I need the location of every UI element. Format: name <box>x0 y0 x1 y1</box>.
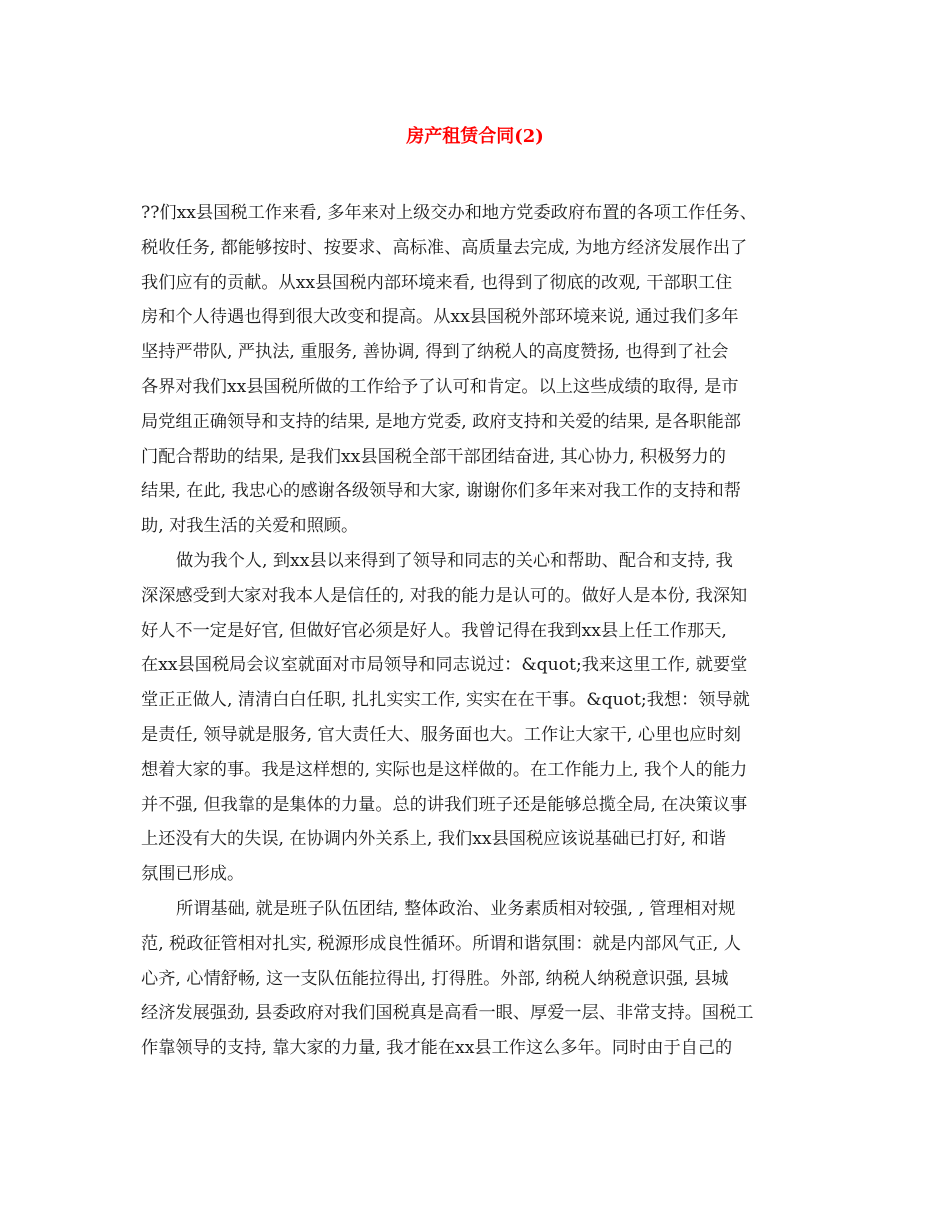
body-line: 经济发展强劲, 县委政府对我们国税真是高看一眼、厚爱一层、非常支持。国税工 <box>141 1003 754 1024</box>
body-line: 局党组正确领导和支持的结果, 是地方党委, 政府支持和关爱的结果, 是各职能部 <box>141 411 741 432</box>
body-line: 好人不一定是好官, 但做好官必须是好人。我曾记得在我到xx县上任工作那天, <box>141 620 727 641</box>
body-line: 心齐, 心情舒畅, 这一支队伍能拉得出, 打得胜。外部, 纳税人纳税意识强, 县城 <box>141 968 729 989</box>
body-line: ??们xx县国税工作来看, 多年来对上级交办和地方党委政府布置的各项工作任务、 <box>141 203 757 223</box>
body-line: 助, 对我生活的关爱和照顾。 <box>141 516 359 537</box>
body-line: 我们应有的贡献。从xx县国税内部环境来看, 也得到了彻底的改观, 干部职工住 <box>141 272 733 293</box>
body-line: 门配合帮助的结果, 是我们xx县国税全部干部团结奋进, 其心协力, 积极努力的 <box>141 446 726 467</box>
body-line: 深深感受到大家对我本人是信任的, 对我的能力是认可的。做好人是本份, 我深知 <box>141 585 748 606</box>
document-title: 房产租赁合同(2) <box>406 126 544 147</box>
body-line: 作靠领导的支持, 靠大家的力量, 我才能在xx县工作这么多年。同时由于自己的 <box>141 1038 733 1059</box>
body-line: 是责任, 领导就是服务, 官大责任大、服务面也大。工作让大家干, 心里也应时刻 <box>141 724 741 745</box>
body-line: 上还没有大的失误, 在协调内外关系上, 我们xx县国税应该说基础已打好, 和谐 <box>141 829 726 850</box>
paragraph-first-line: 做为我个人, 到xx县以来得到了领导和同志的关心和帮助、配合和支持, 我 <box>176 550 733 571</box>
body-line: 范, 税政征管相对扎实, 税源形成良性循环。所谓和谐氛围：就是内部风气正, 人 <box>141 933 741 954</box>
document-body <box>141 196 821 1066</box>
body-line: 税收任务, 都能够按时、按要求、高标准、高质量去完成, 为地方经济发展作出了 <box>141 237 748 258</box>
body-line: 堂正正做人, 清清白白任职, 扎扎实实工作, 实实在在干事。&quot;我想：领导就 <box>141 690 750 711</box>
body-line: 房和个人待遇也得到很大改变和提高。从xx县国税外部环境来说, 通过我们多年 <box>141 307 739 328</box>
body-line: 各界对我们xx县国税所做的工作给予了认可和肯定。以上这些成绩的取得, 是市 <box>141 376 739 397</box>
body-line: 氛围已形成。 <box>141 864 245 885</box>
body-line: 并不强, 但我靠的是集体的力量。总的讲我们班子还是能够总揽全局, 在决策议事 <box>141 794 748 815</box>
body-line: 想着大家的事。我是这样想的, 实际也是这样做的。在工作能力上, 我个人的能力 <box>141 759 748 780</box>
body-line: 坚持严带队, 严执法, 重服务, 善协调, 得到了纳税人的高度赞扬, 也得到了社会 <box>141 342 729 363</box>
body-line: 结果, 在此, 我忠心的感谢各级领导和大家, 谢谢你们多年来对我工作的支持和帮 <box>141 481 741 502</box>
body-line: 在xx县国税局会议室就面对市局领导和同志说过：&quot;我来这里工作, 就要堂 <box>141 655 748 676</box>
paragraph-first-line: 所谓基础, 就是班子队伍团结, 整体政治、业务素质相对较强, , 管理相对规 <box>176 898 736 919</box>
